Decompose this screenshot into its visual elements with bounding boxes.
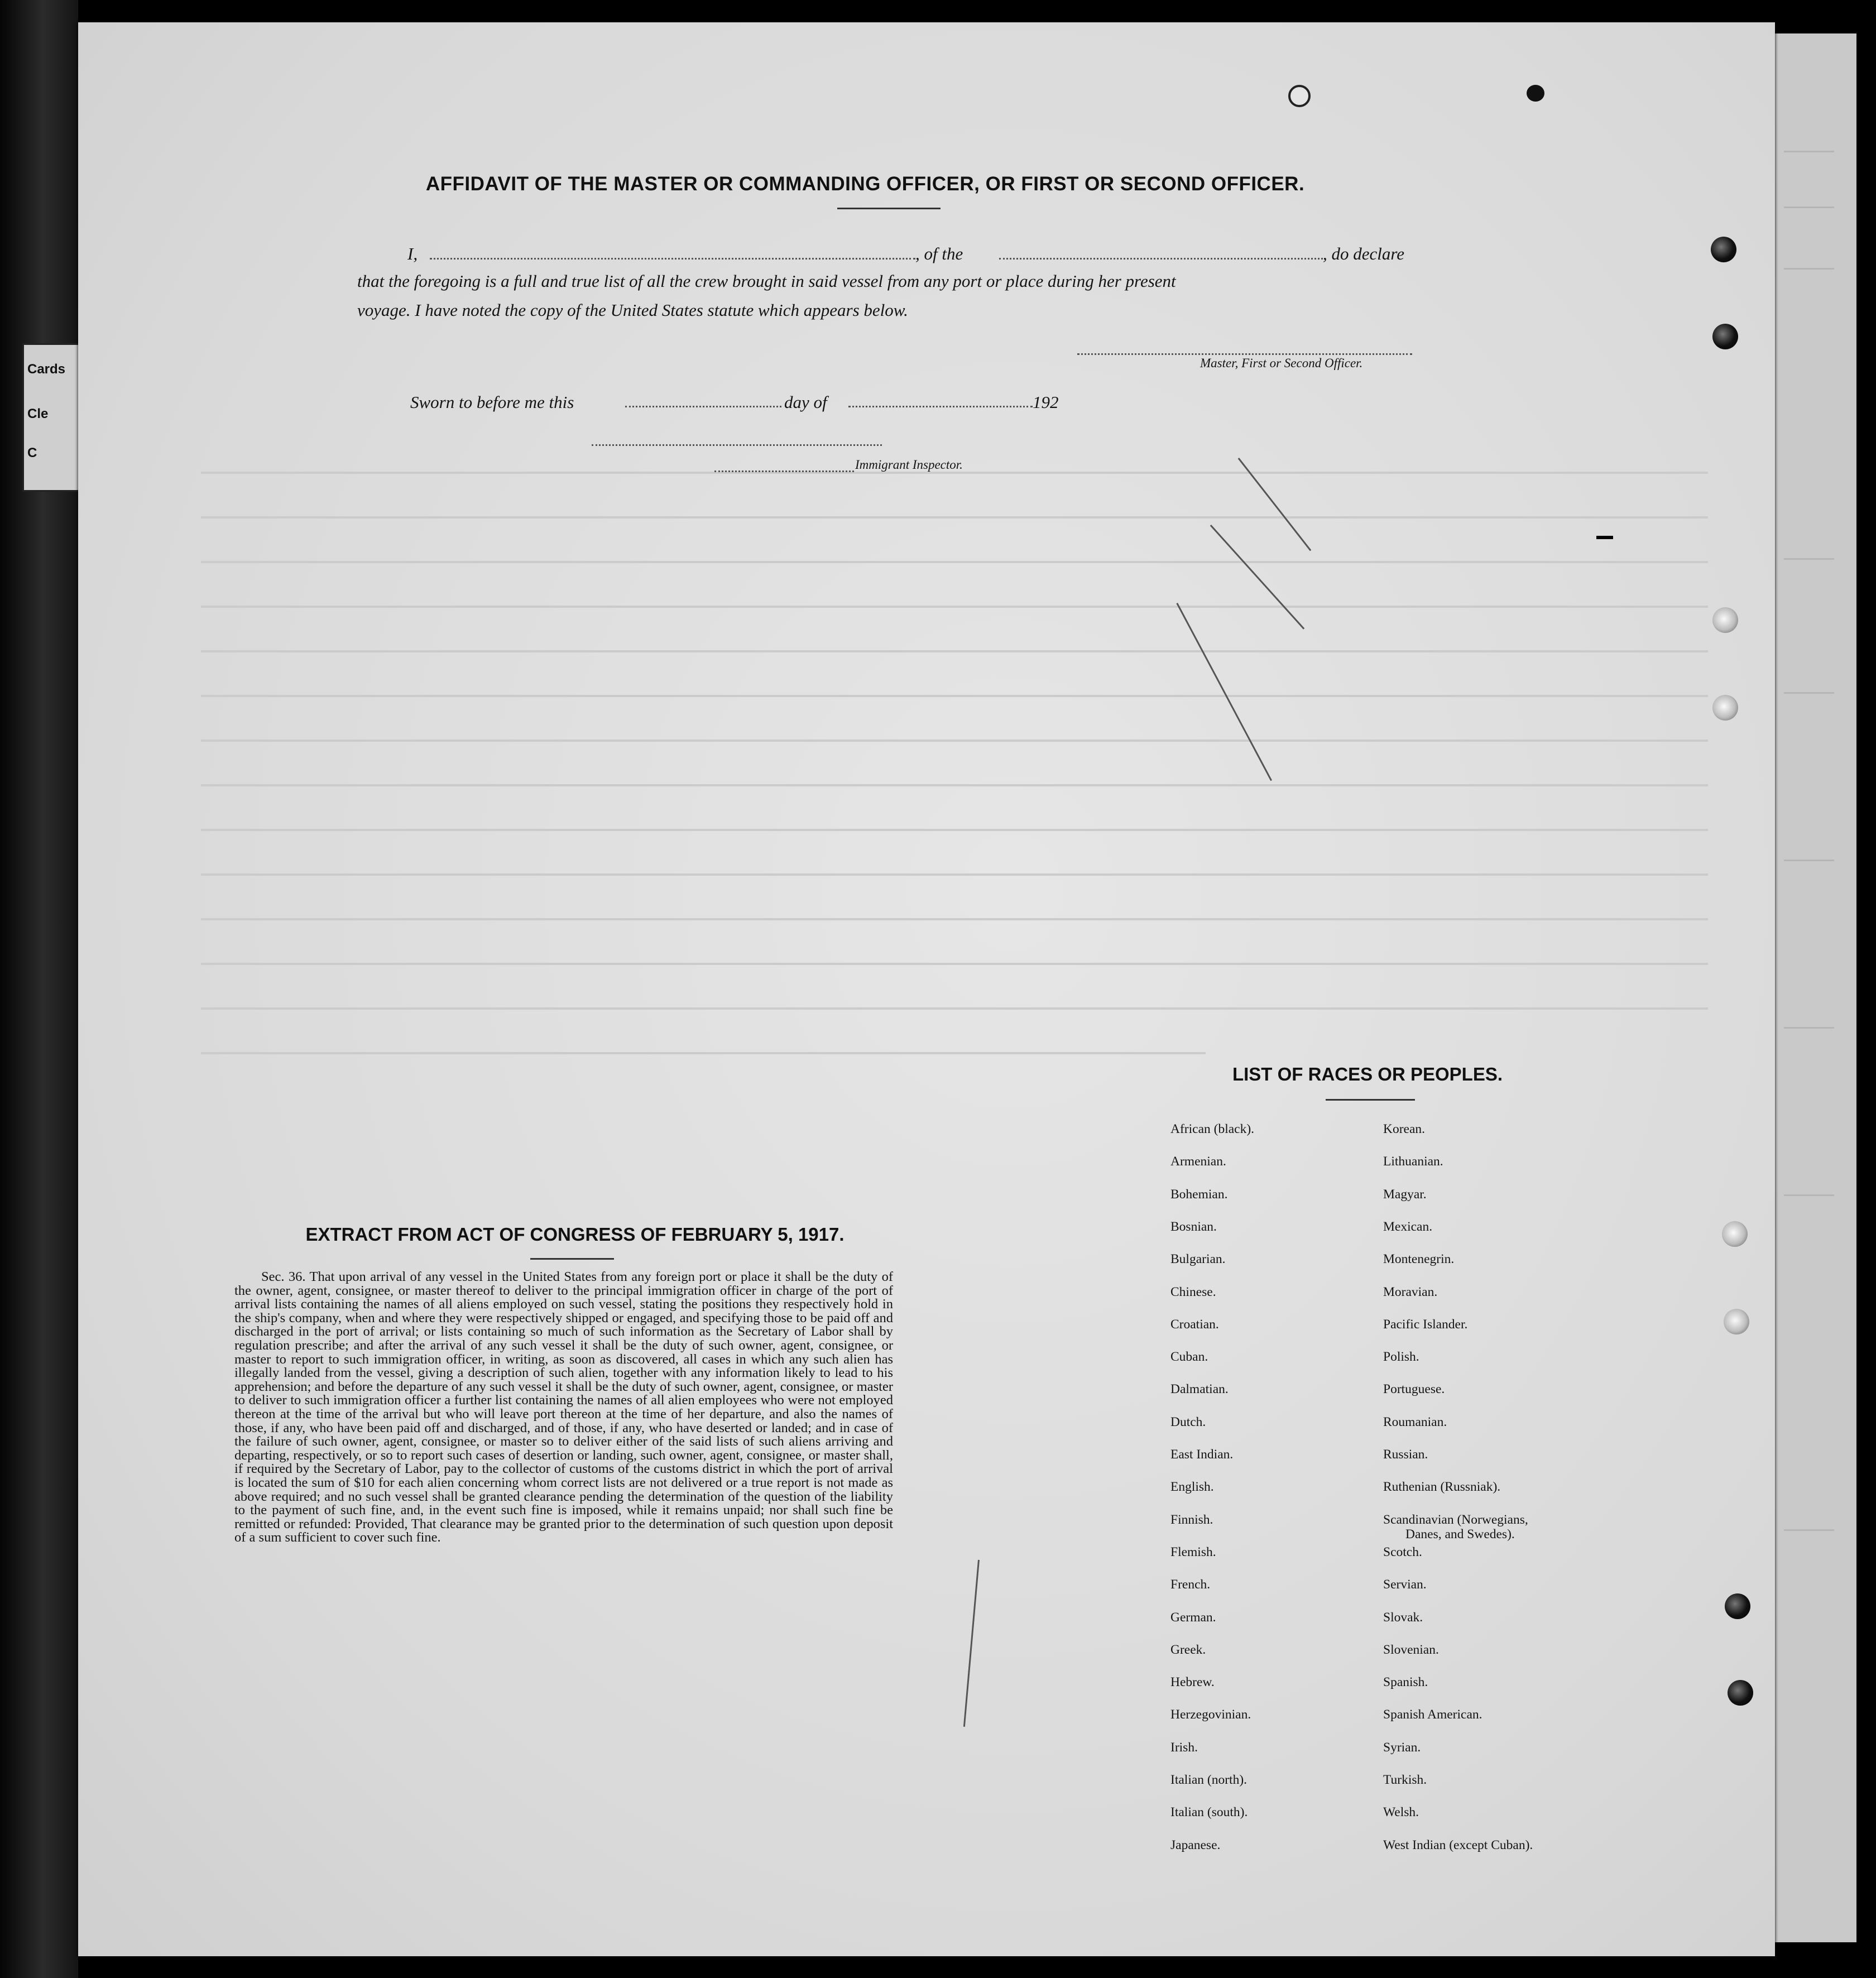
tab-text-3: C	[27, 445, 37, 460]
stain-mark	[1527, 85, 1544, 102]
ghost-line	[1784, 1529, 1834, 1531]
signature-label: Master, First or Second Officer.	[1200, 356, 1363, 370]
race-item: Hebrew.	[1170, 1675, 1215, 1689]
race-item: Montenegrin.	[1383, 1252, 1455, 1266]
tab-text-2: Cle	[27, 406, 49, 421]
race-item: East Indian.	[1170, 1447, 1234, 1462]
race-item: Mexican.	[1383, 1220, 1433, 1234]
race-item: Scandinavian (Norwegians,	[1383, 1513, 1528, 1527]
bleed-through-line	[201, 963, 1708, 965]
race-item: Italian (south).	[1170, 1805, 1248, 1819]
race-item: Korean.	[1383, 1122, 1426, 1136]
race-item: English.	[1170, 1480, 1214, 1494]
inspector-signature-blank	[592, 444, 882, 446]
vessel-blank	[999, 258, 1323, 260]
race-item: Dutch.	[1170, 1415, 1206, 1429]
bleed-through-line	[201, 561, 1708, 563]
ghost-line	[1784, 1194, 1834, 1196]
title-underline	[837, 208, 941, 209]
extract-underline	[530, 1258, 614, 1260]
ghost-line	[1784, 1027, 1834, 1029]
race-item: Slovenian.	[1383, 1643, 1439, 1657]
race-item: Irish.	[1170, 1740, 1198, 1755]
race-item: Roumanian.	[1383, 1415, 1447, 1429]
stain-mark	[1288, 85, 1311, 107]
race-item: Turkish.	[1383, 1773, 1427, 1787]
ghost-line	[1784, 558, 1834, 560]
act-section-36: Sec. 36. That upon arrival of any vessel in the United States from any foreign port or place it shall be the duty of the owner, agent, consignee, or master thereof to deliver to the principal immigration officer in charge of the port of arrival lists containing the names of all aliens employed on such vessel, stating the positions they respectively hold in the ship's company, when and where they were respectively shipped or engaged, and specifying those to be paid off and discharged in the port of arrival; or lists containing so much of such information as the Secretary of Labor shall by regulation prescribe; and after the arrival of any such vessel it shall be the duty of such owner, agent, consignee, or master to report to such immigration officer, in writing, as soon as discovered, all cases in which any such alien has illegally landed from the vessel, giving a description of such alien, together with any information likely to lead to his apprehension; and before the departure of any such vessel it shall be the duty of such owner, agent, consignee, or master to deliver to such immigration officer a further list containing the names of all alien employees who were not employed thereon at the time of the arrival but who will leave port thereon at the time of her departure, and also the names of those, if any, who have been paid off and discharged, and of those, if any, who have deserted or landed; and in case of the failure of such owner, agent, consignee, or master so to deliver either of the said lists of such aliens arriving and departing, respectively, or so to report such cases of desertion or landing, such owner, agent, consignee, or master shall, if required by the Secretary of Labor, pay to the collector of customs of the customs district in which the port of arrival is located the sum of $10 for each alien concerning whom correct lists are not delivered or a true report is not made as above required; and no such vessel shall be granted clearance pending the determination of the question of the liability to the payment of such fine, and, in the event such fine is imposed, while it remains unpaid; nor shall such fine be remitted or refunded: Provided, That clearance may be granted prior to the determination of such question upon deposit of a sum sufficient to cover such fine.	[234, 1269, 893, 1545]
affidavit-line2: that the foregoing is a full and true list of all the crew brought in said vessel from any port or place during her present	[357, 271, 1176, 291]
race-item: Croatian.	[1170, 1317, 1219, 1332]
punch-hole	[1711, 237, 1736, 262]
race-item: Polish.	[1383, 1350, 1419, 1364]
bleed-through-line	[201, 650, 1708, 652]
extract-title: EXTRACT FROM ACT OF CONGRESS OF FEBRUARY 5, 1917.	[305, 1224, 845, 1245]
tab-text-1: Cards	[27, 362, 66, 377]
sworn-text: Sworn to before me this	[410, 392, 574, 412]
race-item: French.	[1170, 1577, 1211, 1592]
race-item: Japanese.	[1170, 1838, 1221, 1852]
race-item: Bulgarian.	[1170, 1252, 1226, 1266]
race-item: Servian.	[1383, 1577, 1427, 1592]
race-item: Greek.	[1170, 1643, 1206, 1657]
races-underline	[1326, 1099, 1415, 1101]
race-item: Chinese.	[1170, 1285, 1216, 1299]
race-item: Flemish.	[1170, 1545, 1216, 1559]
race-item: Armenian.	[1170, 1154, 1226, 1169]
scanner-edge-left	[0, 0, 78, 1978]
affidavit-line1-end: , do declare	[1323, 244, 1405, 263]
inspector-label: Immigrant Inspector.	[855, 458, 963, 472]
bleed-through-line	[201, 873, 1708, 876]
ghost-line	[1784, 207, 1834, 208]
race-item: Dalmatian.	[1170, 1382, 1229, 1396]
race-item: Moravian.	[1383, 1285, 1438, 1299]
sworn-year: 192	[1033, 392, 1059, 412]
race-item: Scotch.	[1383, 1545, 1422, 1559]
race-item: Cuban.	[1170, 1350, 1208, 1364]
bleed-through-line	[201, 918, 1708, 920]
race-item: Ruthenian (Russniak).	[1383, 1480, 1501, 1494]
bleed-through-line	[201, 829, 1708, 831]
race-item: Bohemian.	[1170, 1187, 1228, 1202]
bleed-through-line	[201, 606, 1708, 608]
signature-blank	[1077, 353, 1412, 355]
race-item: Bosnian.	[1170, 1220, 1217, 1234]
punch-hole	[1722, 1221, 1748, 1247]
punch-hole	[1712, 607, 1738, 633]
race-item: Lithuanian.	[1383, 1154, 1443, 1169]
bleed-through-line	[201, 740, 1708, 742]
race-item: Russian.	[1383, 1447, 1428, 1462]
race-item: Slovak.	[1383, 1610, 1423, 1625]
bleed-through-line	[201, 784, 1708, 786]
race-item: Magyar.	[1383, 1187, 1427, 1202]
affidavit-line3: voyage. I have noted the copy of the United States statute which appears below.	[357, 300, 908, 320]
races-title: LIST OF RACES OR PEOPLES.	[1232, 1064, 1503, 1084]
affidavit-line1-mid: , of the	[915, 244, 963, 263]
race-item: African (black).	[1170, 1122, 1255, 1136]
race-item: Welsh.	[1383, 1805, 1419, 1819]
race-item: Herzegovinian.	[1170, 1707, 1251, 1722]
race-item: Italian (north).	[1170, 1773, 1248, 1787]
punch-hole	[1728, 1680, 1753, 1706]
race-item: Finnish.	[1170, 1513, 1213, 1527]
bleed-through-line	[201, 695, 1708, 697]
punch-hole	[1712, 324, 1738, 349]
affidavit-line1-start: I,	[407, 244, 418, 263]
race-item: Spanish American.	[1383, 1707, 1482, 1722]
race-item: Syrian.	[1383, 1740, 1421, 1755]
ghost-line	[1784, 692, 1834, 694]
ghost-line	[1784, 860, 1834, 861]
affidavit-title: AFFIDAVIT OF THE MASTER OR COMMANDING OFFICER, OR FIRST OR SECOND OFFICER.	[425, 173, 1305, 195]
inspector-name-blank	[714, 471, 854, 472]
race-item: Portuguese.	[1383, 1382, 1445, 1396]
bleed-through-line	[201, 1052, 1206, 1054]
day-blank	[625, 406, 781, 407]
punch-hole	[1712, 695, 1738, 721]
bleed-through-line	[201, 1007, 1708, 1010]
manifest-page	[78, 22, 1775, 1956]
sworn-day-of: day of	[784, 392, 827, 412]
bleed-through-line	[201, 516, 1708, 518]
ink-mark	[1596, 536, 1613, 539]
race-item: German.	[1170, 1610, 1216, 1625]
race-item: Pacific Islander.	[1383, 1317, 1468, 1332]
race-item: West Indian (except Cuban).	[1383, 1838, 1533, 1852]
punch-hole	[1724, 1309, 1749, 1334]
ghost-line	[1784, 268, 1834, 270]
name-blank	[430, 258, 915, 260]
race-item-continuation: Danes, and Swedes).	[1405, 1527, 1515, 1542]
ghost-line	[1784, 151, 1834, 152]
month-blank	[848, 406, 1033, 407]
punch-hole	[1725, 1593, 1750, 1619]
race-item: Spanish.	[1383, 1675, 1428, 1689]
